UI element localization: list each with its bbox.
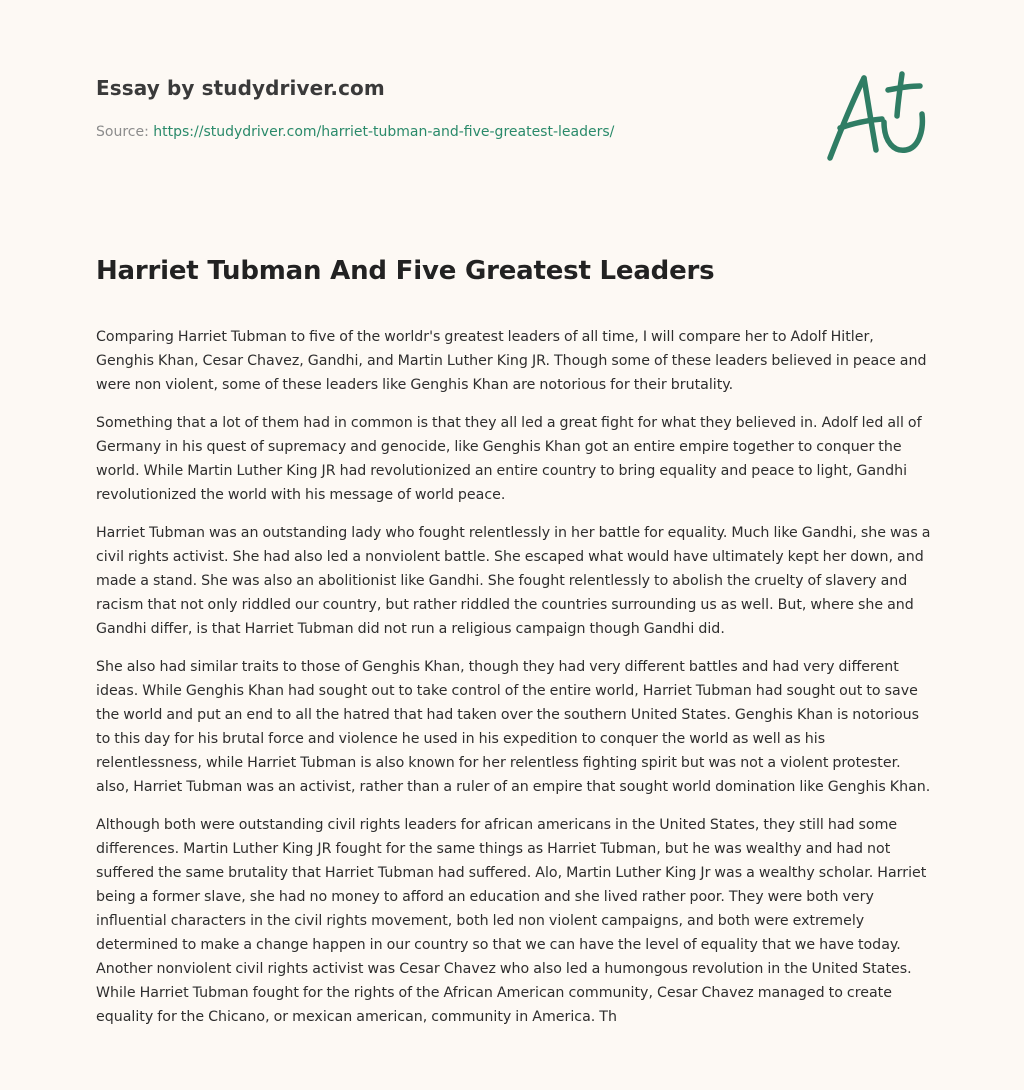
essay-title: Harriet Tubman And Five Greatest Leaders [96, 256, 715, 286]
source-label: Source: [96, 124, 149, 140]
site-title: Essay by studydriver.com [96, 76, 385, 100]
essay-paragraph: She also had similar traits to those of Genghis Khan, though they had very different battles and had very different ideas. While Genghis Khan had sought out to take control of the entire world, Harriet Tubman had sought out to save the world and put an end to all the hatred that had taken over the southern United States. Genghis Khan is notorious to this day for his brutal force and violence he used in his expedition to conquer the world as well as his relentlessness, while Harriet Tubman is also known for her relentless fighting spirit but was not a violent protester. also, Harriet Tubman was an activist, rather than a ruler of an empire that sought world domination like Genghis Khan. [96, 659, 931, 795]
essay-paragraph: Another nonviolent civil rights activist was Cesar Chavez who also led a humongous revolution in the United States. While Harriet Tubman fought for the rights of the African American community, Cesar Chavez managed to create equality for the Chicano, or mexican american, community in America. Th [96, 961, 912, 1025]
essay-paragraph: Harriet Tubman was an outstanding lady who fought relentlessly in her battle for equality. Much like Gandhi, she was a civil rights activist. She had also led a nonviolent battle. She escaped what would have ultimately kept her down, and made a stand. She was also an abolitionist like Gandhi. She fought relentlessly to abolish the cruelty of slavery and racism that not only riddled our country, but rather riddled the countries surrounding us as well. But, where she and Gandhi differ, is that Harriet Tubman did not run a religious campaign though Gandhi did. [96, 525, 931, 637]
essay-paragraph: Comparing Harriet Tubman to five of the worldr's greatest leaders of all time, I will compare her to Adolf Hitler, Genghis Khan, Cesar Chavez, Gandhi, and Martin Luther King JR. Though some of these leaders believed in peace and were non violent, some of these leaders like Genghis Khan are notorious for their brutality. [96, 329, 927, 393]
essay-body [96, 325, 932, 1029]
source-line [96, 124, 614, 140]
source-link[interactable]: https://studydriver.com/harriet-tubman-and-five-greatest-leaders/ [153, 124, 615, 140]
a-plus-logo-icon [818, 66, 930, 166]
essay-paragraph: Something that a lot of them had in common is that they all led a great fight for what they believed in. Adolf led all of Germany in his quest of supremacy and genocide, like Genghis Khan got an entire empire together to conquer the world. While Martin Luther King JR had revolutionized an entire country to bring equality and peace to light, Gandhi revolutionized the world with his message of world peace. [96, 415, 922, 503]
essay-paragraph: Although both were outstanding civil rights leaders for african americans in the United States, they still had some differences. Martin Luther King JR fought for the same things as Harriet Tubman, but he was wealthy and had not suffered the same brutality that Harriet Tubman had suffered. Alo, Martin Luther King Jr was a wealthy scholar. Harriet being a former slave, she had no money to afford an education and she lived rather poor. They were both very influential characters in the civil rights movement, both led non violent campaigns, and both were extremely determined to make a change happen in our country so that we can have the level of equality that we have today. [96, 817, 927, 953]
